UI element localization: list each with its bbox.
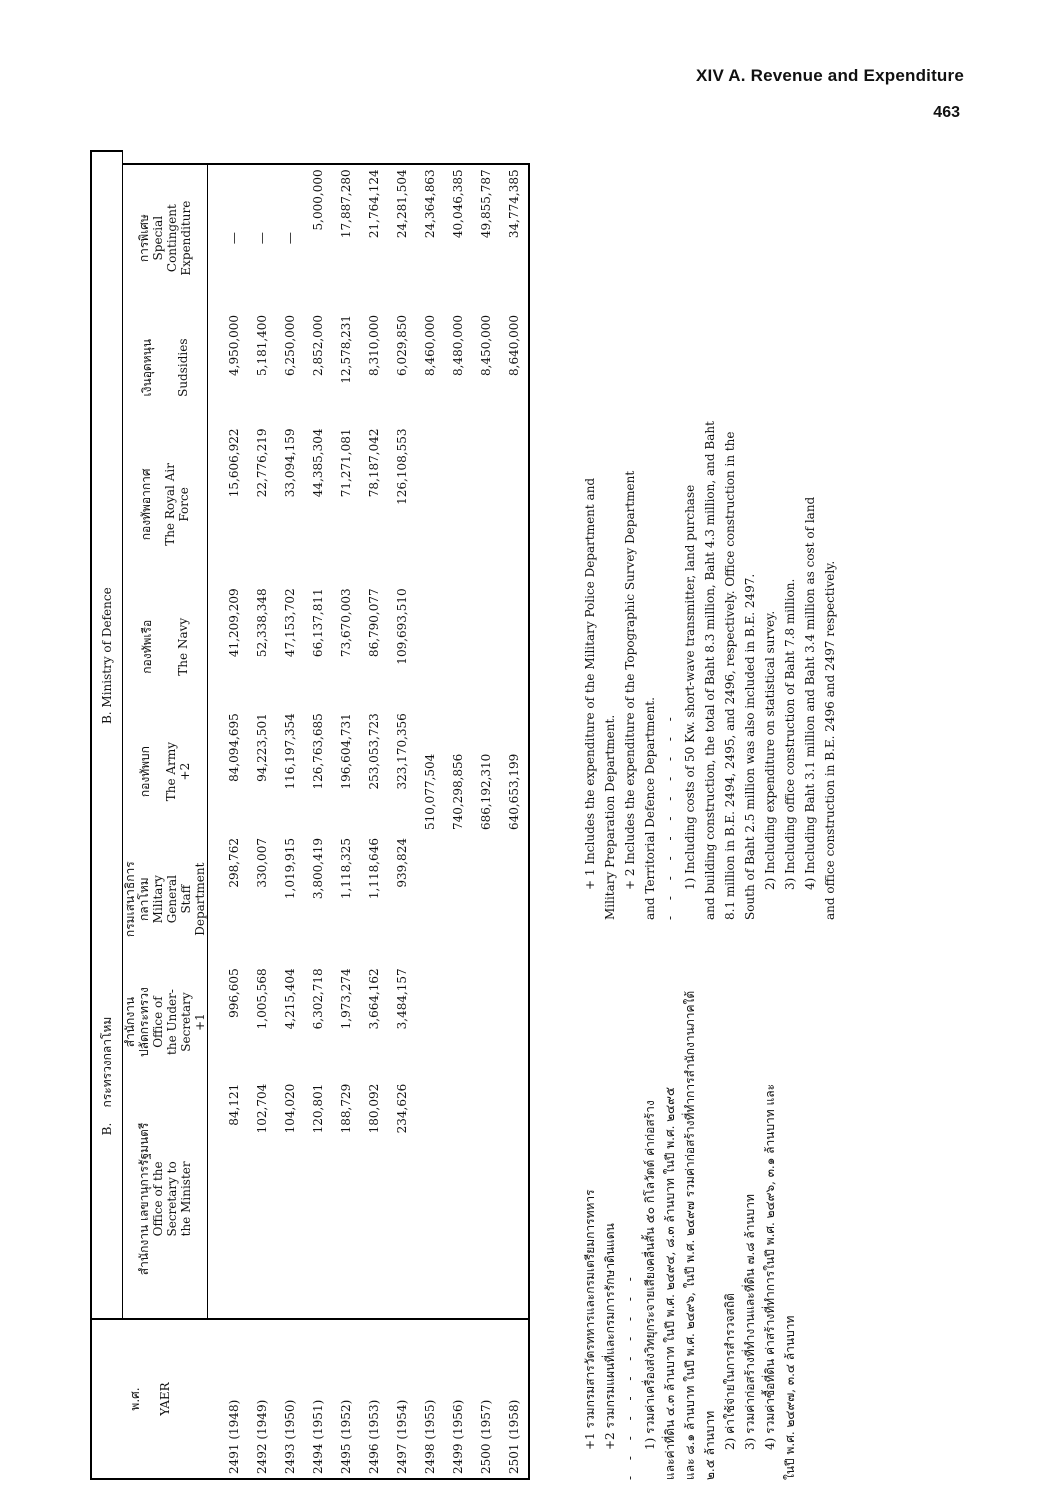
year-cell: 2501 (1958) (500, 1319, 529, 1479)
value-cell: 1,005,568 (255, 968, 269, 1030)
table-body (208, 151, 530, 1479)
col-header-navy: กองทัพเรือ The Navy (123, 584, 208, 709)
value-cell: 109,693,510 (395, 588, 409, 665)
value-cell: 86,790,077 (367, 588, 381, 658)
footnote-line: 2) Including expenditure on statistical survey. (763, 610, 777, 890)
value-cell: 939,824 (395, 838, 409, 888)
col-header-special: การพิเศษ Special Contingent Expenditure (123, 164, 208, 311)
value-cell: 24,281,504 (388, 164, 416, 311)
year-header: พ.ศ. YAER (91, 1319, 208, 1479)
value-cell: 330,007 (255, 838, 269, 888)
group-header-en: B. Ministry of Defence (91, 164, 123, 834)
value-cell: 102,704 (248, 1080, 276, 1319)
value-cell: 8,480,000 (451, 314, 465, 376)
value-cell: 188,729 (332, 1080, 360, 1319)
year-cell: 2494 (1951) (304, 1319, 332, 1479)
value-cell: 44,385,304 (311, 428, 325, 498)
value-cell: 84,121 (208, 1080, 249, 1319)
table-row (472, 151, 500, 1479)
year-cell: 2498 (1955) (416, 1319, 444, 1479)
ministry-total-cell: 686,192,310 (479, 753, 493, 831)
footnote-line: ในปี พ.ศ. ๒๔๙๗, ๓.๔ ล้านบาท (783, 1315, 797, 1480)
year-cell: 2499 (1956) (444, 1319, 472, 1479)
value-cell: 3,800,419 (311, 838, 325, 900)
table-row (360, 151, 388, 1479)
value-cell: 71,271,081 (339, 428, 353, 498)
footnote-line: และค่าที่ดิน ๔.๓ ล้านบาท ในปี พ.ศ. ๒๔๙๔, ๘.๓ ล้านบาท ในปี พ.ศ. ๒๔๙๕ (663, 1086, 677, 1480)
value-cell: 1,118,325 (339, 838, 353, 900)
ministry-total-cell: 740,298,856 (451, 753, 465, 831)
value-cell: 8,450,000 (479, 314, 493, 376)
group-header-thai: B. กระทรวงกลาโหม (91, 834, 123, 1319)
col-header-subsidies: เงินอุดหนุน Sudsidies (123, 311, 208, 425)
table-row (276, 151, 304, 1479)
col-header-general-staff: กรมเสนาธิการ กลาโหม Military General Staff Department (123, 834, 208, 964)
value-cell: 73,670,003 (339, 588, 353, 658)
col-header-undersecretary: สำนักงาน ปลัดกระทรวง Office of the Under-Secretary +1 (123, 964, 208, 1079)
value-cell: 196,604,731 (339, 713, 353, 790)
year-cell: 2497 (1954) (388, 1319, 416, 1479)
value-cell: 5,000,000 (304, 164, 332, 311)
value-cell: 116,197,354 (283, 713, 297, 790)
footnote-line: 8.1 million in B.E. 2494, 2495, and 2496, respectively. Office construction in the (723, 431, 737, 920)
value-cell: 1,118,646 (367, 838, 381, 900)
value-cell: — (208, 164, 249, 311)
value-cell: 47,153,702 (283, 588, 297, 658)
footnote-line: + 2 Includes the expenditure of the Topographic Survey Department (623, 470, 637, 890)
value-cell: 2,852,000 (311, 314, 325, 376)
value-cell: 996,605 (227, 968, 241, 1018)
footnote-line: 4) รวมค่าซื้อที่ดิน ค่าสร้างที่ทำการในปี พ.ศ. ๒๔๙๖, ๓.๑ ล้านบาท และ (763, 1083, 777, 1450)
year-cell: 2492 (1949) (248, 1319, 276, 1479)
value-cell: 84,094,695 (227, 713, 241, 782)
value-cell: 94,223,501 (255, 713, 269, 782)
value-cell: 6,302,718 (311, 968, 325, 1030)
footnotes-english (580, 150, 840, 920)
footnote-line: and building construction, the total of Baht 8.3 million, Baht 4.3 million, and Baht (703, 421, 717, 920)
value-cell: 323,170,356 (395, 713, 409, 790)
value-cell: 6,029,850 (395, 314, 409, 376)
value-cell: — (248, 164, 276, 311)
value-cell: 3,664,162 (367, 968, 381, 1030)
expenditure-table (90, 150, 530, 1480)
table-row (208, 151, 249, 1479)
value-cell: 78,187,042 (367, 428, 381, 498)
value-cell: 298,762 (227, 838, 241, 888)
footnote-line: - - - - - - - - - - - (663, 711, 677, 920)
footnote-line: +2 รวมกรมแผนที่และกรมการรักษาดินแดน (603, 1223, 617, 1450)
value-cell: 126,763,685 (311, 713, 325, 790)
value-cell: 34,774,385 (500, 164, 529, 311)
footnote-line: และ ๘.๑ ล้านบาท ในปี พ.ศ. ๒๔๙๖, ในปี พ.ศ. ๒๔๙๗ รวมค่าก่อสร้างที่ทำการสำนักงานภาคใต้ (683, 990, 697, 1480)
year-cell: 2496 (1953) (360, 1319, 388, 1479)
year-cell: 2493 (1950) (276, 1319, 304, 1479)
value-cell: 253,053,723 (367, 713, 381, 790)
value-cell: 21,764,124 (360, 164, 388, 311)
table-row (500, 151, 529, 1479)
col-header-army: กองทัพบก The Army +2 (123, 709, 208, 834)
col-header-secretary: สำนักงาน เลขานุการรัฐมนตรี Office of the Secretary to the Minister (123, 1080, 208, 1319)
value-cell: 40,046,385 (444, 164, 472, 311)
value-cell: 104,020 (276, 1080, 304, 1319)
value-cell: 17,887,280 (332, 164, 360, 311)
value-cell: 126,108,553 (395, 428, 409, 505)
ministry-total-cell: 640,653,199 (500, 424, 529, 834)
value-cell: 52,338,348 (255, 588, 269, 658)
table-row (304, 151, 332, 1479)
footnote-line: 3) Including office construction of Baht 7.8 million. (783, 578, 797, 890)
table-row (416, 151, 444, 1479)
footnote-line: + 1 Includes the expenditure of the Military Police Department and (583, 477, 597, 890)
footnote-line: +1 รวมกรมสารวัตรทหารและกรมเตรียมการทหาร (583, 1189, 597, 1450)
value-cell: 12,578,231 (339, 314, 353, 384)
value-cell: 234,626 (388, 1080, 416, 1319)
value-cell: 6,250,000 (283, 314, 297, 376)
value-cell: 8,640,000 (500, 311, 529, 425)
footnote-line: 3) รวมค่าก่อสร้างที่ทำงานและที่ดิน ๗.๘ ล้านบาท (743, 1194, 757, 1450)
table-row (332, 151, 360, 1479)
year-cell: 2500 (1957) (472, 1319, 500, 1479)
value-cell: 5,181,400 (255, 314, 269, 376)
table-row (248, 151, 276, 1479)
footnote-line: ๒.๕ ล้านบาท (703, 1410, 717, 1480)
footnote-line: 1) รวมค่าเครื่องส่งวิทยุกระจายเสียงคลื่นสั้น ๕๐ กิโลวัตต์ ค่าก่อสร้าง (643, 1100, 657, 1450)
footnote-line: Military Preparation Department. (603, 714, 617, 920)
value-cell: — (276, 164, 304, 311)
value-cell: 4,950,000 (227, 314, 241, 376)
footnote-line: South of Baht 2.5 million was also included in B.E. 2497. (743, 573, 757, 920)
value-cell: 49,855,787 (472, 164, 500, 311)
value-cell: 66,137,811 (311, 588, 325, 658)
rotated-page-content (90, 145, 940, 1480)
value-cell: 8,460,000 (423, 314, 437, 376)
value-cell: 8,310,000 (367, 314, 381, 376)
footnote-line: 2) ค่าใช้จ่ายในการสำรวจสถิติ (723, 1293, 737, 1450)
value-cell: 24,364,863 (416, 164, 444, 311)
table-row (388, 151, 416, 1479)
table-row (444, 151, 472, 1479)
value-cell: 1,973,274 (339, 968, 353, 1030)
footnote-line: 4) Including Baht 3.1 million and Baht 3.4 million as cost of land (803, 496, 817, 890)
ministry-total-cell: 510,077,504 (423, 753, 437, 831)
value-cell: 120,801 (304, 1080, 332, 1319)
running-header: XIV A. Revenue and Expenditure (696, 66, 964, 85)
footnote-line: and Territorial Defence Department. (643, 697, 657, 920)
year-cell: 2491 (1948) (208, 1319, 249, 1479)
value-cell: 4,215,404 (283, 968, 297, 1030)
value-cell: 33,094,159 (283, 428, 297, 498)
year-cell: 2495 (1952) (332, 1319, 360, 1479)
value-cell: 180,092 (360, 1080, 388, 1319)
col-header-air-force: กองทัพอากาศ The Royal Air Force (123, 424, 208, 584)
footnote-line: and office construction in B.E. 2496 and 2497 respectively. (823, 560, 837, 920)
value-cell: 41,209,209 (227, 588, 241, 658)
footnote-line: - - - - - - - - - - - (623, 1271, 637, 1480)
value-cell: 3,484,157 (395, 968, 409, 1030)
value-cell: 1,019,915 (283, 838, 297, 900)
footnote-line: 1) Including costs of 50 Kw. short-wave transmitter, land purchase (683, 484, 697, 890)
page-number: 463 (933, 104, 960, 121)
footnotes-thai (580, 960, 800, 1480)
value-cell: 22,776,219 (255, 428, 269, 498)
value-cell: 15,606,922 (227, 428, 241, 498)
